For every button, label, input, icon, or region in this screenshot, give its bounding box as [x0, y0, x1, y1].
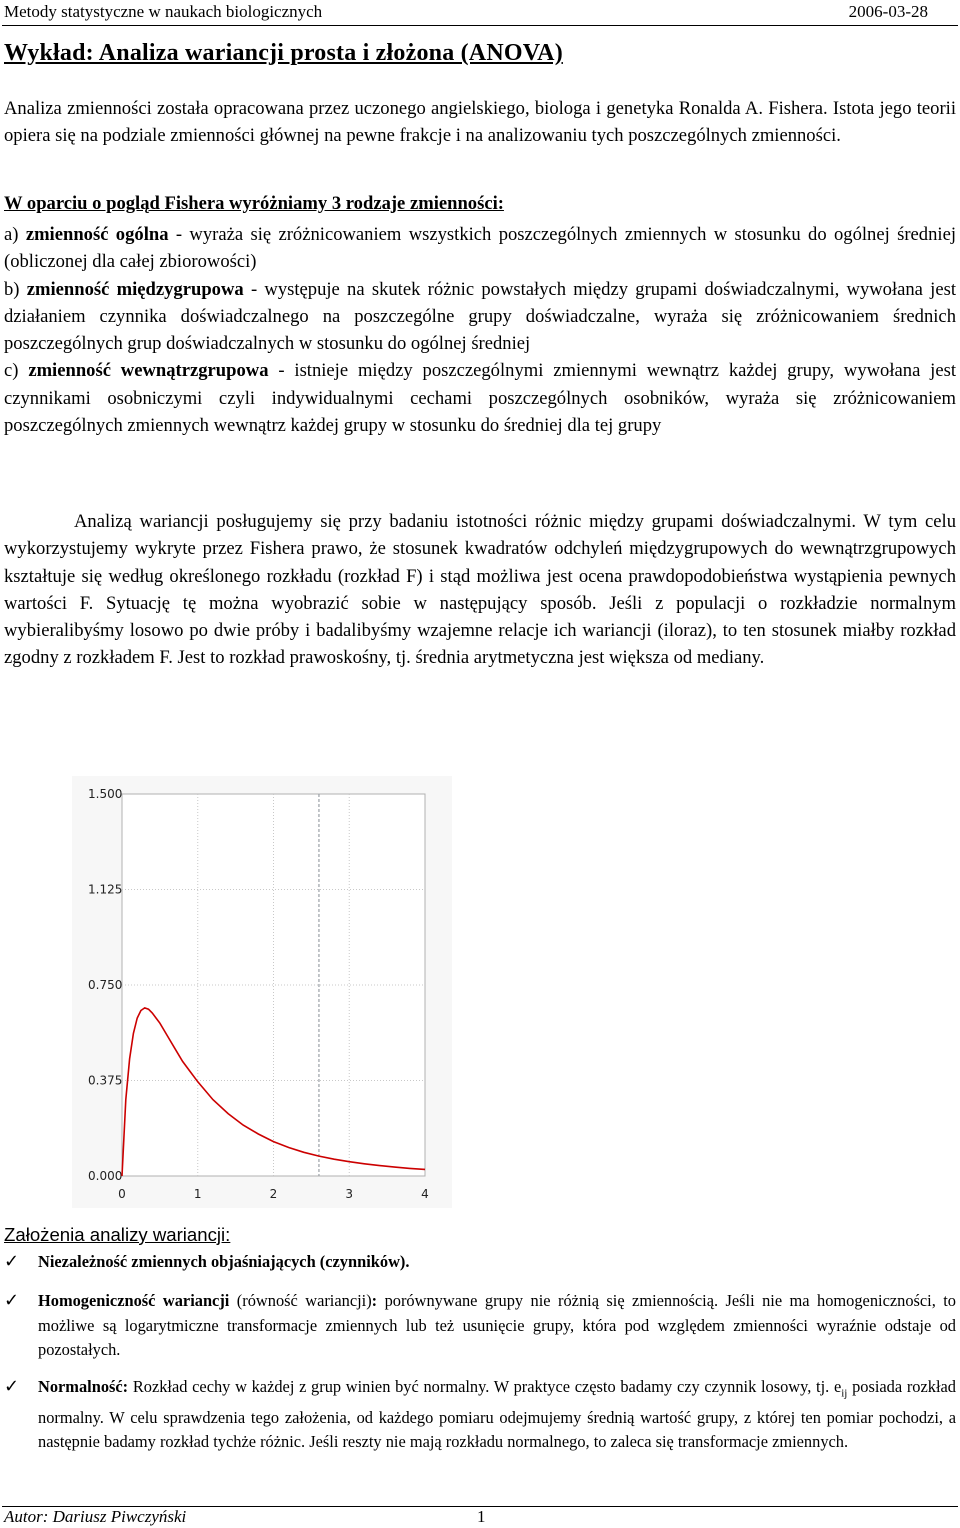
- assumption-aside: (równość wariancji): [229, 1291, 372, 1310]
- type-prefix: a): [4, 224, 26, 245]
- x-tick-label: 4: [421, 1187, 429, 1201]
- variability-types-list: [4, 221, 956, 439]
- type-desc: - występuje na skutek różnic powstałych między grupami doświadczalnymi, wywołana jest działaniem czynnika doświadczalnego na poszczególne grupy doświadczalne, wyraża się zróżnicowaniem średnich poszczególnych grup doświadczalnych w stosunku do ogólnej średniej: [4, 278, 957, 355]
- x-tick-label: 1: [193, 1187, 202, 1201]
- type-item-c: [4, 357, 956, 439]
- anova-paragraph: [4, 508, 956, 672]
- y-tick-label: 1.125: [88, 882, 123, 897]
- type-term: zmienność ogólna: [25, 224, 169, 245]
- assumption-text: [38, 1289, 956, 1363]
- f-distribution-chart: [72, 776, 452, 1208]
- header-divider: [2, 25, 958, 26]
- intro-paragraph: Analiza zmienności została opracowana przez uczonego angielskiego, biologa i genetyka Ronalda A. Fishera. Istota jego teorii opiera się na podziale zmienności głównej na pewne frakcje i na analizowaniu tych poszczególnych zmienności.: [4, 98, 956, 147]
- assumption-desc: Rozkład cechy w każdej z grup winien być normalny. W praktyce często badamy czy czynnik losowy, tj. e: [128, 1377, 842, 1396]
- assumption-item-homogeneity: [4, 1289, 956, 1363]
- x-tick-label: 3: [345, 1187, 354, 1201]
- checkmark-icon: ✓: [4, 1251, 20, 1272]
- footer-author: Autor: Dariusz Piwczyński: [4, 1507, 187, 1526]
- assumption-colon: :: [371, 1291, 378, 1310]
- checkmark-icon: ✓: [4, 1376, 20, 1397]
- type-desc: - istnieje między poszczególnymi zmiennymi wewnątrz każdej grupy, wywołana jest czynnikami osobniczymi czyli indywidualnymi cechami poszczególnych osobników, wyraża się zróżnicowaniem poszczególnych zmiennych wewnątrz każdej grupy w stosunku do średniej dla tej grupy: [4, 360, 956, 437]
- x-tick-label: 2: [269, 1187, 278, 1201]
- type-term: zmienność międzygrupowa: [26, 278, 244, 300]
- assumption-item-normality: [4, 1375, 956, 1455]
- running-header-date: 2006-03-28: [848, 2, 928, 21]
- page-title: Wykład: Analiza wariancji prosta i złożona (ANOVA): [4, 40, 563, 66]
- checkmark-icon: ✓: [4, 1290, 20, 1311]
- assumption-text: [38, 1250, 956, 1275]
- x-tick-label: 0: [118, 1187, 126, 1201]
- types-heading: W oparciu o pogląd Fishera wyróżniamy 3 rodzaje zmienności:: [4, 193, 504, 214]
- type-desc: - wyraża się zróżnicowaniem wszystkich poszczególnych zmiennych w stosunku do ogólnej średniej (obliczonej dla całej zbiorowości): [4, 224, 956, 273]
- assumption-text: [38, 1375, 956, 1455]
- assumption-desc: posiada rozkład normalny. W celu sprawdzenia tego założenia, od każdego pomiaru odejmujemy średnią wartość grupy, z której ten pomiar pochodzi, a następnie badamy rozkład tychże różnic. Jeśli reszty nie mają rozkładu normalnego, to zaleca się transformacje zmiennych.: [38, 1377, 956, 1452]
- type-prefix: c): [4, 360, 29, 382]
- running-header-title: Metody statystyczne w naukach biologicznych: [4, 2, 323, 21]
- anova-paragraph-text: Analizą wariancji posługujemy się przy badaniu istotności różnic między grupami doświadczalnymi. W tym celu wykorzystujemy wykryte przez Fishera prawo, że stosunek kwadratów odchyleń międzygrupowych do wewnątrzgrupowych kształtuje się według określonego rozkładu (rozkład F) i stąd możliwa jest ocena prawdopodobieństwa wystąpienia pewnych wartości F. Sytuację tę można wyobrazić sobie w następujący sposób. Jeśli z populacji o rozkładzie normalnym wybieralibyśmy losowo po dwie próby i badalibyśmy wzajemne relacje ich wariancji (iloraz), to ten stosunek miałby rozkład zgodny z rozkładem F. Jest to rozkład prawoskośny, tj. średnia arytmetyczna jest większa od mediany.: [4, 511, 956, 669]
- type-item-b: [4, 276, 956, 358]
- type-prefix: b): [4, 278, 27, 300]
- subscript-ij: ij: [841, 1387, 848, 1400]
- type-term: zmienność wewnątrzgrupowa: [28, 360, 269, 382]
- chart-svg: [72, 776, 452, 1208]
- page-number: 1: [477, 1507, 486, 1526]
- y-tick-label: 0.750: [88, 978, 123, 992]
- y-tick-label: 1.500: [88, 787, 123, 801]
- y-tick-label: 0.000: [88, 1169, 123, 1183]
- type-item-a: [4, 221, 956, 276]
- assumption-term: Homogeniczność wariancji: [38, 1291, 230, 1310]
- assumption-item-independence: [4, 1250, 956, 1275]
- assumption-term: Normalność:: [38, 1377, 129, 1396]
- assumption-desc: porównywane grupy nie różnią się zmiennością. Jeśli nie ma homogeniczności, to możliwe są logarytmiczne transformacje zmiennych lub też usunięcie grupy, która pod względem zmienności wyraźnie odstaje od pozostałych.: [38, 1291, 957, 1359]
- assumptions-title: Założenia analizy wariancji:: [4, 1224, 231, 1245]
- assumption-term: Niezależność zmiennych objaśniających (czynników).: [38, 1252, 410, 1271]
- y-tick-label: 0.375: [88, 1073, 123, 1088]
